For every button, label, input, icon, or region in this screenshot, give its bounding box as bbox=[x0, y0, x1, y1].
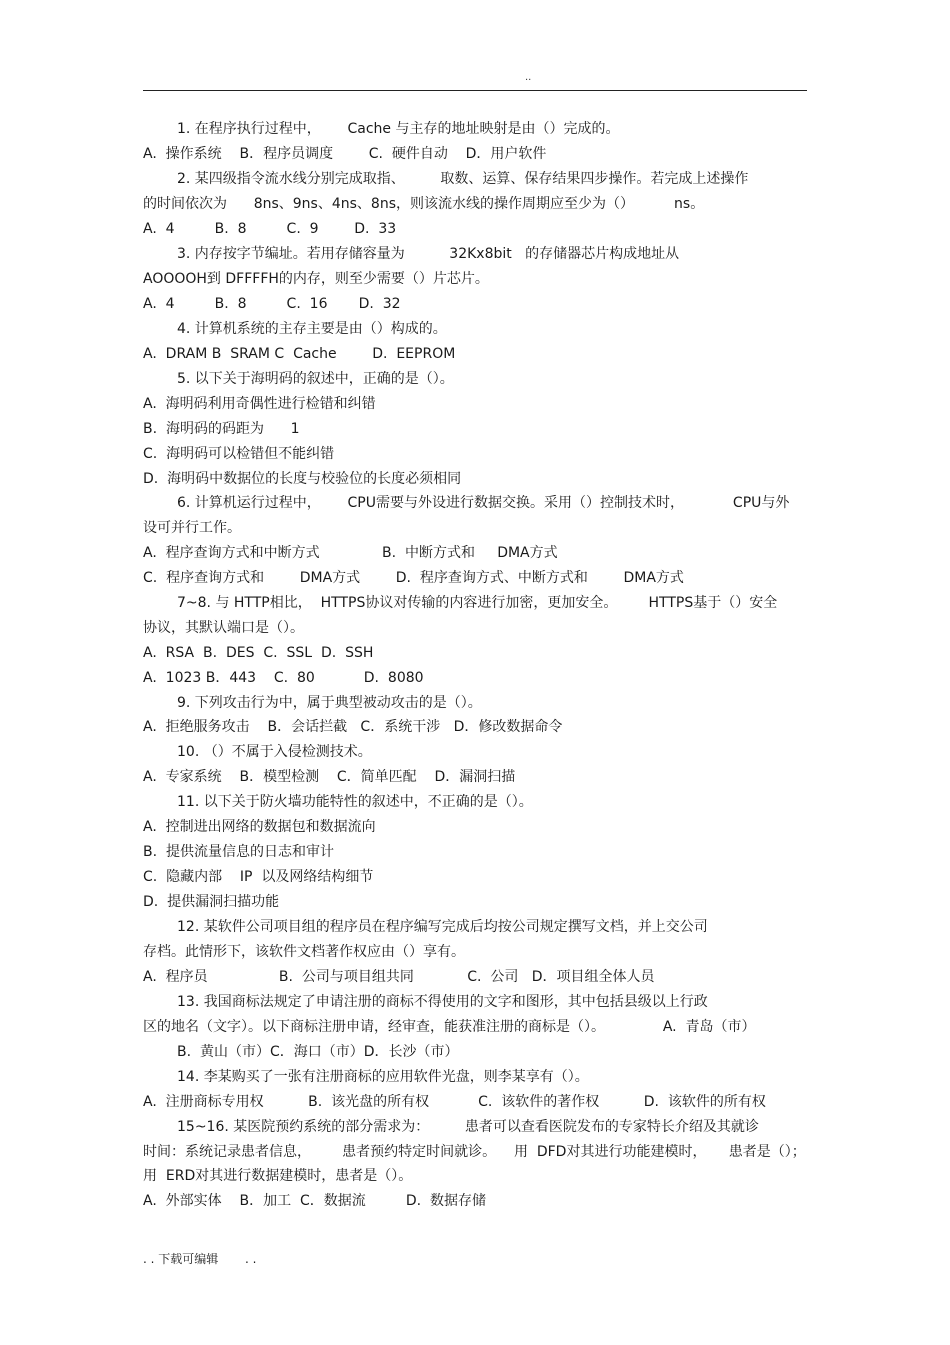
question-13: 13. 我国商标法规定了申请注册的商标不得使用的文字和图形，其中包括县级以上行政 bbox=[177, 994, 708, 1010]
question-6-cont: 设可并行工作。 bbox=[143, 520, 241, 536]
options-10: A. 专家系统 B．模型检测 C．简单匹配 D．漏洞扫描 bbox=[143, 769, 516, 785]
options-15-16: A. 外部实体 B．加工 C．数据流 D. 数据存储 bbox=[143, 1193, 486, 1209]
question-7-8-cont: 协议，其默认端口是（）。 bbox=[143, 620, 304, 636]
question-15-16-cont-1: 时间：系统记录患者信息， 患者预约特定时间就诊。 用 DFD对其进行功能建模时， 患者是（）； bbox=[143, 1144, 806, 1160]
option-5a: A. 海明码利用奇偶性进行检错和纠错 bbox=[143, 396, 376, 412]
header-dots: .. bbox=[525, 72, 532, 83]
question-10: 10. （）不属于入侵检测技术。 bbox=[177, 744, 372, 760]
question-14: 14. 李某购买了一张有注册商标的应用软件光盘，则李某享有（）。 bbox=[177, 1069, 589, 1085]
options-12: A. 程序员 B. 公司与项目组共同 C. 公司 D．项目组全体人员 bbox=[143, 969, 655, 985]
question-12: 12. 某软件公司项目组的程序员在程序编写完成后均按公司规定撰写文档，并上交公司 bbox=[177, 919, 708, 935]
option-11c: C. 隐藏内部 IP 以及网络结构细节 bbox=[143, 869, 374, 885]
question-11: 11. 以下关于防火墙功能特性的叙述中，不正确的是（）。 bbox=[177, 794, 533, 810]
options-14: A. 注册商标专用权 B. 该光盘的所有权 C. 该软件的著作权 D. 该软件的所有权 bbox=[143, 1094, 766, 1110]
options-4: A. DRAM B SRAM C Cache D. EEPROM bbox=[143, 346, 456, 362]
option-11a: A. 控制进出网络的数据包和数据流向 bbox=[143, 819, 376, 835]
question-15-16: 15~16. 某医院预约系统的部分需求为： 患者可以查看医院发布的专家特长介绍及其就诊 bbox=[177, 1119, 759, 1135]
options-2: A. 4 B. 8 C. 9 D. 33 bbox=[143, 221, 397, 237]
options-1: A. 操作系统 B．程序员调度 C. 硬件自动 D．用户软件 bbox=[143, 146, 547, 162]
question-2-cont: 的时间依次为 8ns、9ns、4ns、8ns，则该流水线的操作周期应至少为（） ns。 bbox=[143, 196, 705, 212]
option-5d: D. 海明码中数据位的长度与校验位的长度必须相同 bbox=[143, 471, 462, 487]
options-7: A. RSA B. DES C. SSL D. SSH bbox=[143, 645, 374, 661]
footer-text: . . 下载可编辑 . . bbox=[143, 1252, 257, 1266]
question-5: 5. 以下关于海明码的叙述中，正确的是（）。 bbox=[177, 371, 454, 387]
options-9: A. 拒绝服务攻击 B．会话拦截 C．系统干涉 D．修改数据命令 bbox=[143, 719, 563, 735]
options-6a: A. 程序查询方式和中断方式 B. 中断方式和 DMA方式 bbox=[143, 545, 558, 561]
option-11d: D. 提供漏洞扫描功能 bbox=[143, 894, 280, 910]
question-6: 6. 计算机运行过程中， CPU需要与外设进行数据交换。采用（）控制技术时， CPU与外 bbox=[177, 495, 790, 511]
question-1: 1. 在程序执行过程中， Cache 与主存的地址映射是由（）完成的。 bbox=[177, 121, 620, 137]
options-6b: C. 程序查询方式和 DMA方式 D. 程序查询方式、中断方式和 DMA方式 bbox=[143, 570, 684, 586]
question-4: 4. 计算机系统的主存主要是由（）构成的。 bbox=[177, 321, 447, 337]
option-11b: B. 提供流量信息的日志和审计 bbox=[143, 844, 334, 860]
options-8: A. 1023 B．443 C. 80 D. 8080 bbox=[143, 670, 424, 686]
options-13: B. 黄山（市）C．海口（市）D．长沙（市） bbox=[177, 1044, 459, 1060]
question-2: 2. 某四级指令流水线分别完成取指、 取数、运算、保存结果四步操作。若完成上述操作 bbox=[177, 171, 749, 187]
question-3-cont: AOOOOH到 DFFFFH的内存，则至少需要（）片芯片。 bbox=[143, 271, 489, 287]
question-3: 3. 内存按字节编址。若用存储容量为 32Kx8bit 的存储器芯片构成地址从 bbox=[177, 246, 680, 262]
option-5c: C. 海明码可以检错但不能纠错 bbox=[143, 446, 335, 462]
question-13-cont: 区的地名（文字）。以下商标注册申请，经审查，能获准注册的商标是（）。 A. 青岛（市） bbox=[143, 1019, 756, 1035]
question-9: 9. 下列攻击行为中，属于典型被动攻击的是（）。 bbox=[177, 695, 482, 711]
options-3: A. 4 B. 8 C. 16 D. 32 bbox=[143, 296, 401, 312]
question-12-cont: 存档。此情形下，该软件文档著作权应由（）享有。 bbox=[143, 944, 465, 960]
question-7-8: 7~8. 与 HTTP相比， HTTPS协议对传输的内容进行加密，更加安全。 HTTPS基于（）安全 bbox=[177, 595, 778, 611]
option-5b: B. 海明码的码距为 1 bbox=[143, 421, 300, 437]
header-rule bbox=[143, 90, 807, 91]
question-15-16-cont-2: 用 ERD对其进行数据建模时，患者是（）。 bbox=[143, 1168, 413, 1184]
